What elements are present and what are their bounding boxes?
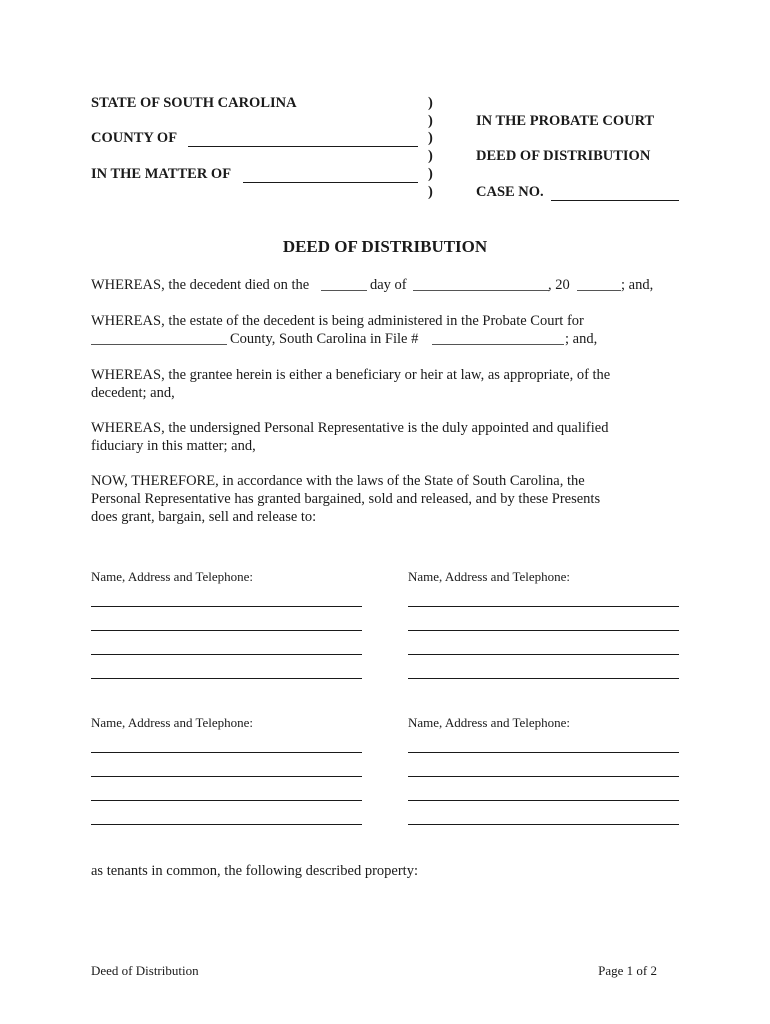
para5-line1: NOW, THEREFORE, in accordance with the laws of the State of South Carolina, the xyxy=(91,473,585,489)
document-title: DEED OF DISTRIBUTION xyxy=(282,237,488,256)
grantee-line[interactable] xyxy=(91,752,362,753)
grantee-label: Name, Address and Telephone: xyxy=(91,715,254,730)
grantee-line[interactable] xyxy=(91,630,362,631)
state-label: STATE OF SOUTH CAROLINA xyxy=(91,95,297,111)
court-label: IN THE PROBATE COURT xyxy=(476,113,655,129)
grantee-line[interactable] xyxy=(91,824,362,825)
para2-text-c: ; and, xyxy=(565,331,598,347)
matter-label: IN THE MATTER OF xyxy=(91,166,232,182)
para1-text-c: , 20 xyxy=(548,277,570,293)
footer-title: Deed of Distribution xyxy=(91,963,199,978)
grantee-label: Name, Address and Telephone: xyxy=(91,569,254,584)
grantee-line[interactable] xyxy=(408,606,679,607)
file-number-field[interactable] xyxy=(432,344,564,345)
paren: ) xyxy=(428,130,433,146)
grantee-line[interactable] xyxy=(408,654,679,655)
para1-text-a: WHEREAS, the decedent died on the xyxy=(91,277,310,293)
para4-line1: WHEREAS, the undersigned Personal Representative is the duly appointed and qualified xyxy=(91,420,609,436)
para5-line3: does grant, bargain, sell and release to: xyxy=(91,509,317,525)
grantee-line[interactable] xyxy=(91,678,362,679)
county-blank-field[interactable] xyxy=(91,344,227,345)
grantee-line[interactable] xyxy=(408,752,679,753)
para1-text-b: day of xyxy=(370,277,407,293)
closing-text: as tenants in common, the following described property: xyxy=(91,863,418,879)
grantee-line[interactable] xyxy=(91,776,362,777)
case-label: CASE NO. xyxy=(476,184,544,200)
para2-line1: WHEREAS, the estate of the decedent is being administered in the Probate Court for xyxy=(91,313,584,329)
para5-line2: Personal Representative has granted bargained, sold and released, and by these Presents xyxy=(91,491,601,507)
page-number: Page 1 of 2 xyxy=(598,963,657,978)
para4-line2: fiduciary in this matter; and, xyxy=(91,438,256,454)
grantee-line[interactable] xyxy=(408,800,679,801)
para3-line1: WHEREAS, the grantee herein is either a beneficiary or heir at law, as appropriate, of the xyxy=(91,367,611,383)
para3-line2: decedent; and, xyxy=(91,385,175,401)
grantee-line[interactable] xyxy=(408,824,679,825)
para1-text-d: ; and, xyxy=(621,277,654,293)
grantee-line[interactable] xyxy=(91,606,362,607)
paren: ) xyxy=(428,166,433,182)
paren: ) xyxy=(428,184,433,200)
month-field[interactable] xyxy=(413,290,549,291)
doc-type-label: DEED OF DISTRIBUTION xyxy=(476,148,651,164)
grantee-line[interactable] xyxy=(408,678,679,679)
matter-field[interactable] xyxy=(243,182,418,183)
grantee-label: Name, Address and Telephone: xyxy=(408,715,571,730)
day-field[interactable] xyxy=(321,290,367,291)
county-field[interactable] xyxy=(188,146,418,147)
paren: ) xyxy=(428,95,433,111)
grantee-line[interactable] xyxy=(408,630,679,631)
county-label: COUNTY OF xyxy=(91,130,178,146)
paren: ) xyxy=(428,148,433,164)
para2-text-b: County, South Carolina in File # xyxy=(230,331,419,347)
grantee-line[interactable] xyxy=(91,800,362,801)
year-field[interactable] xyxy=(577,290,621,291)
case-number-field[interactable] xyxy=(551,200,679,201)
grantee-line[interactable] xyxy=(91,654,362,655)
paren: ) xyxy=(428,113,433,129)
grantee-line[interactable] xyxy=(408,776,679,777)
grantee-label: Name, Address and Telephone: xyxy=(408,569,571,584)
